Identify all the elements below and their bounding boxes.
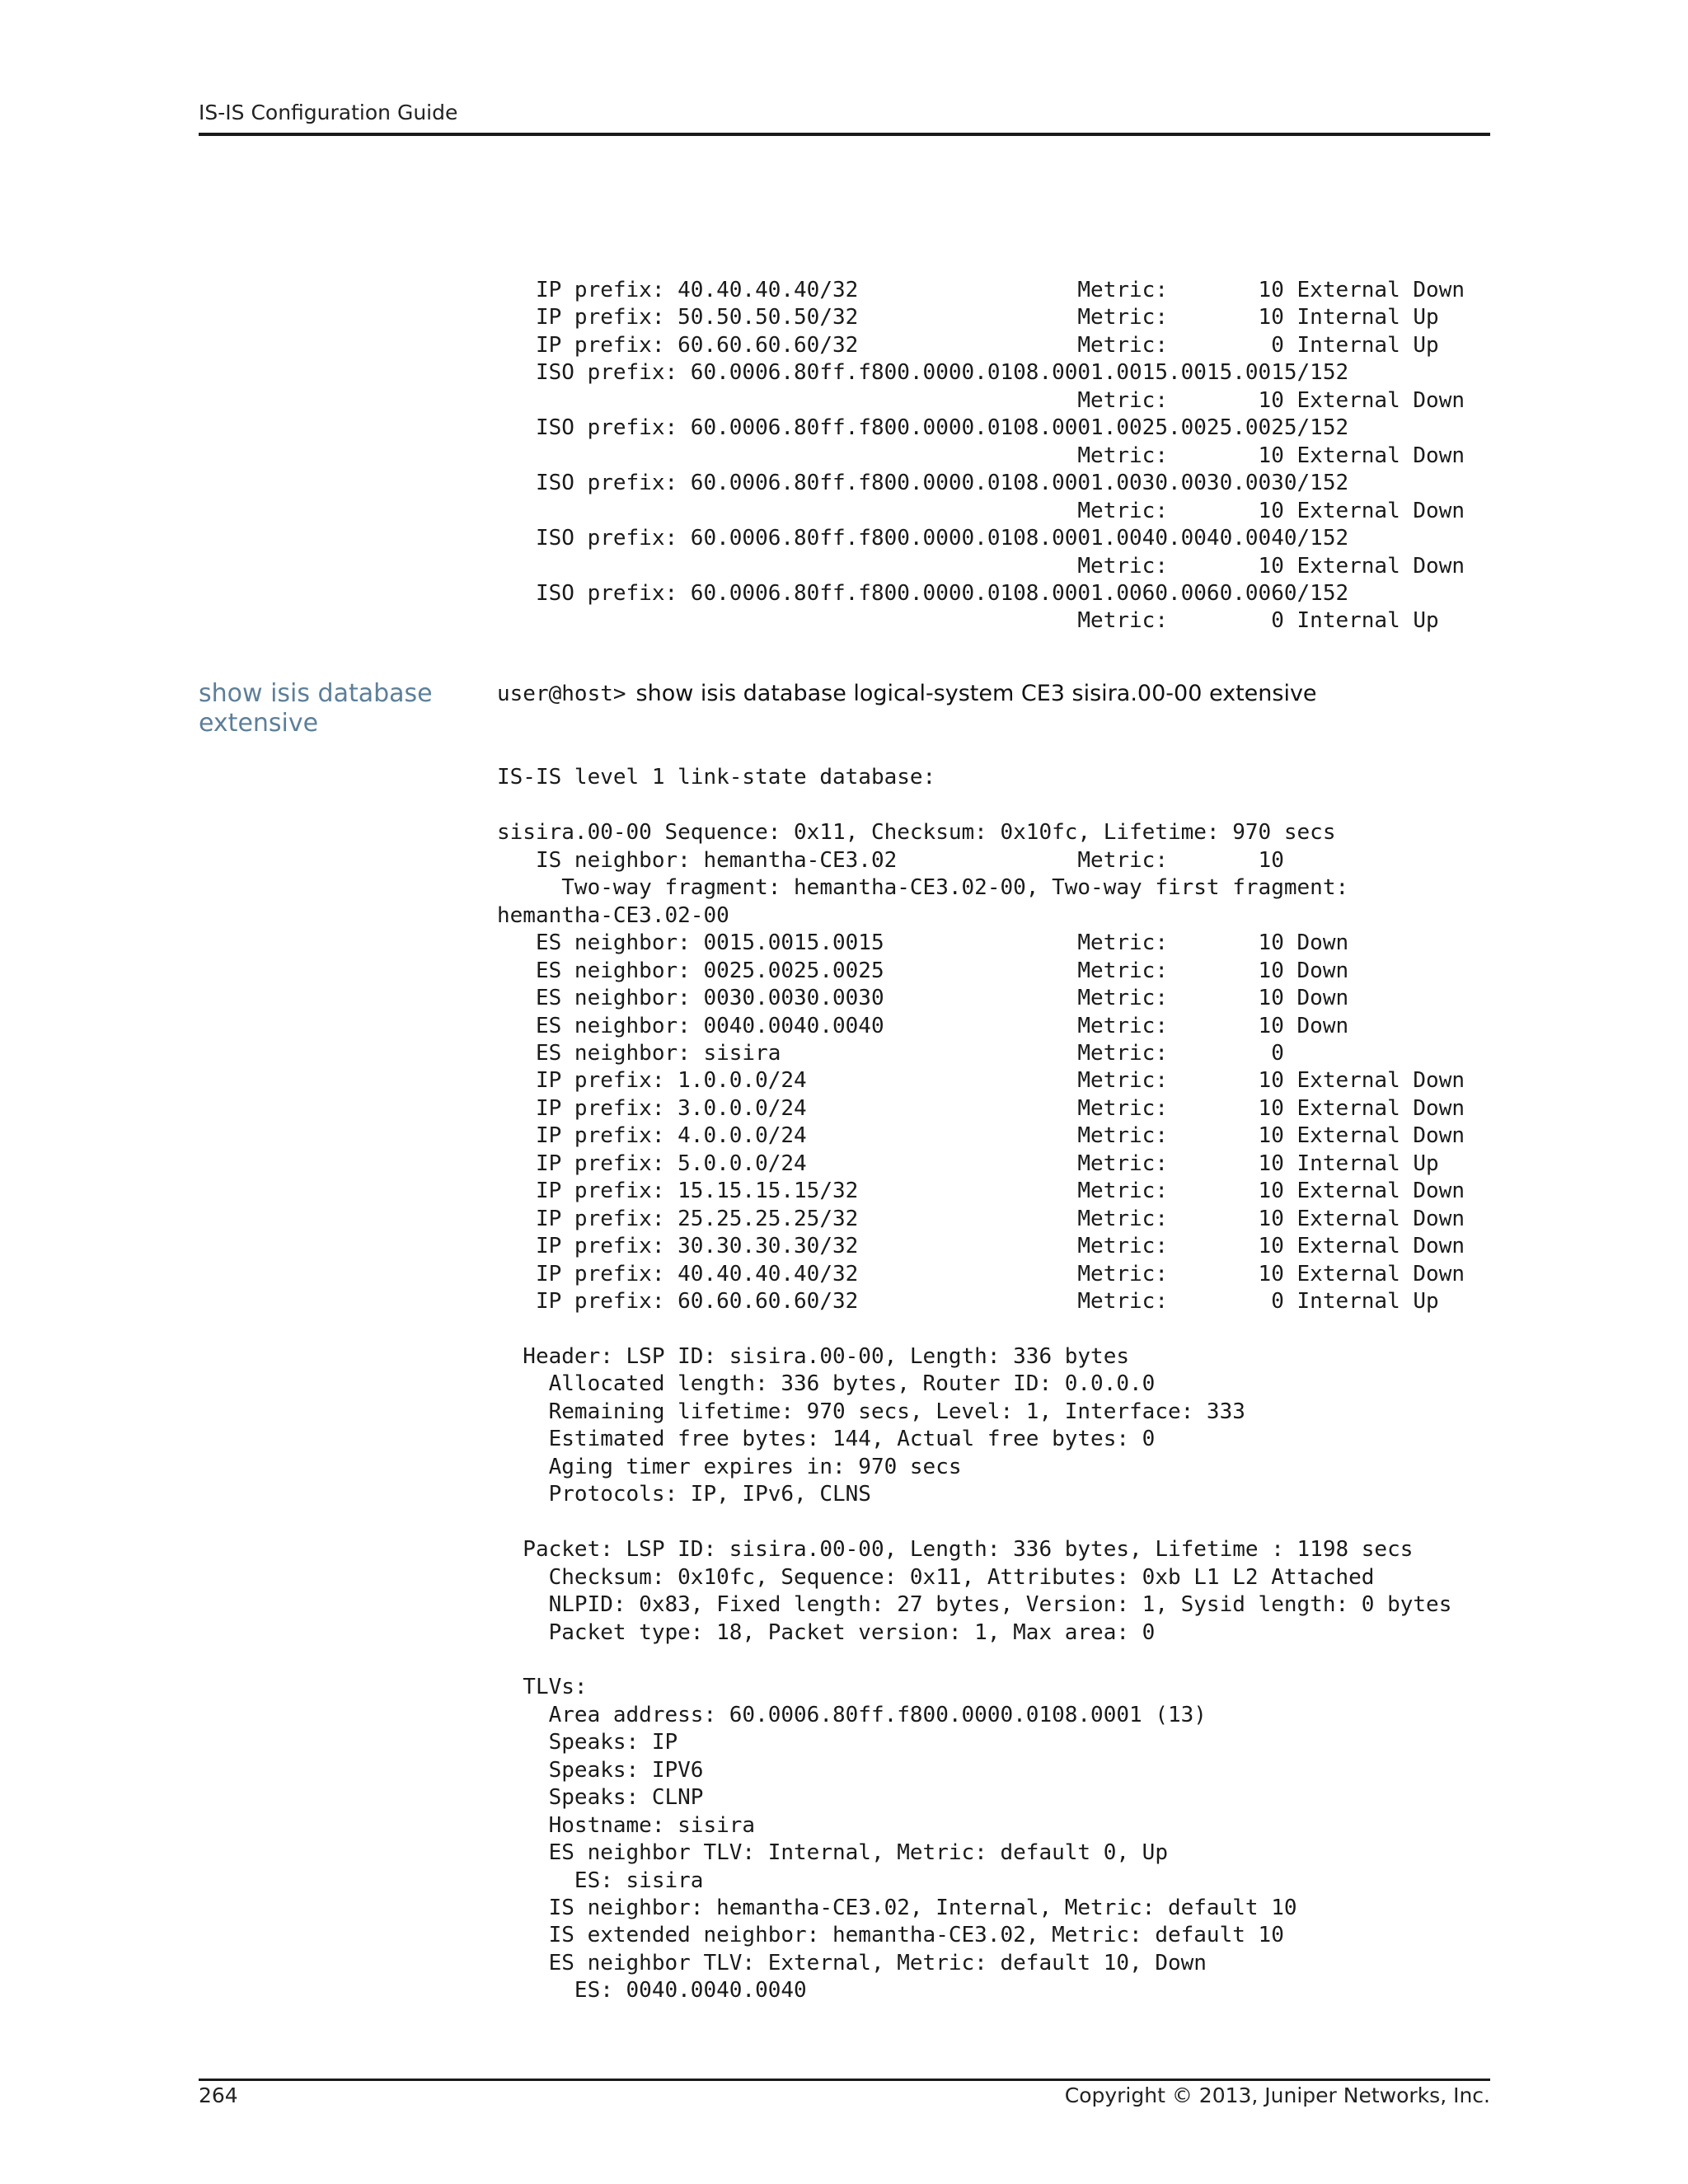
cli-command: show isis database logical-system CE3 sisira.00-00 extensive (635, 681, 1317, 706)
page-number: 264 (199, 2083, 238, 2107)
running-header: IS-IS Configuration Guide (199, 101, 458, 124)
cli-output-continued: IP prefix: 40.40.40.40/32 Metric: 10 External Down IP prefix: 50.50.50.50/32 Metric: 10 Internal Up IP prefix: 60.60.60.60/32 Metric: 0 Internal Up ISO prefix: 60.0006.80ff.f800.0000.0108.0001.0015.0015.0015/152 Metric: 10 External Down ISO prefix: 60.0006.80ff.f800.0000.0108.0001.0025.0025.0025/152 Metric: 10 External Down ISO prefix: 60.0006.80ff.f800.0000.0108.0001.0030.0030.0030/152 Metric: 10 External Down ISO prefix: 60.0006.80ff.f800.0000.0108.0001.0040.0040.0040/152 Metric: 10 External Down ISO prefix: 60.0006.80ff.f800.0000.0108.0001.0060.0060.0060/152 Metric: 0 Internal Up (535, 278, 1465, 634)
command-line (497, 681, 1317, 706)
cli-output: IS-IS level 1 link-state database: sisira.00-00 Sequence: 0x11, Checksum: 0x10fc, Lifetime: 970 secs IS neighbor: hemantha-CE3.02 Metric: 10 Two-way fragment: hemantha-CE3.02-00, Two-way first fragment: hemantha-CE3.02-00 ES neighbor: 0015.0015.0015 Metric: 10 Down ES neighbor: 0025.0025.0025 Metric: 10 Down ES neighbor: 0030.0030.0030 Metric: 10 Down ES neighbor: 0040.0040.0040 Metric: 10 Down ES neighbor: sisira Metric: 0 IP prefix: 1.0.0.0/24 Metric: 10 External Down IP prefix: 3.0.0.0/24 Metric: 10 External Down IP prefix: 4.0.0.0/24 Metric: 10 External Down IP prefix: 5.0.0.0/24 Metric: 10 Internal Up IP prefix: 15.15.15.15/32 Metric: 10 External Down IP prefix: 25.25.25.25/32 Metric: 10 External Down IP prefix: 30.30.30.30/32 Metric: 10 External Down IP prefix: 40.40.40.40/32 Metric: 10 External Down IP prefix: 60.60.60.60/32 Metric: 0 Internal Up Header: LSP ID: sisira.00-00, Length: 336 bytes Allocated length: 336 bytes, Router ID: 0.0.0.0 Remaining lifetime: 970 secs, Level: 1, Interface: 333 Estimated free bytes: 144, Actual free bytes: 0 Aging timer expires in: 970 secs Protocols: IP, IPv6, CLNS Packet: LSP ID: sisira.00-00, Length: 336 bytes, Lifetime : 1198 secs Checksum: 0x10fc, Sequence: 0x11, Attributes: 0xb L1 L2 Attached NLPID: 0x83, Fixed length: 27 bytes, Version: 1, Sysid length: 0 bytes Packet type: 18, Packet version: 1, Max area: 0 TLVs: Area address: 60.0006.80ff.f800.0000.0108.0001 (13) Speaks: IP Speaks: IPV6 Speaks: CLNP Hostname: sisira ES neighbor TLV: Internal, Metric: default 0, Up ES: sisira IS neighbor: hemantha-CE3.02, Internal, Metric: default 10 IS extended neighbor: hemantha-CE3.02, Metric: default 10 ES neighbor TLV: External, Metric: default 10, Down ES: 0040.0040.0040 (497, 765, 1465, 2004)
copyright-notice: Copyright © 2013, Juniper Networks, Inc. (1064, 2083, 1490, 2107)
header-rule (199, 133, 1490, 136)
footer-rule (199, 2079, 1490, 2081)
section-heading: show isis database extensive (199, 679, 433, 738)
cli-prompt: user@host> (497, 682, 626, 706)
